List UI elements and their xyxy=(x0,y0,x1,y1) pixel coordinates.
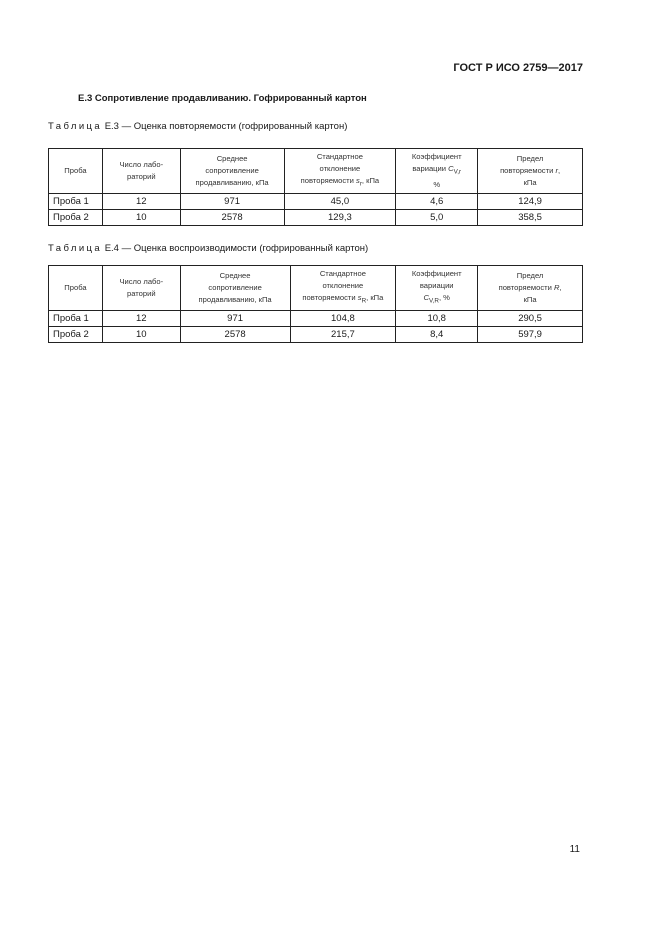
cell-limit: 124,9 xyxy=(478,194,583,210)
col-header-sample: Проба xyxy=(49,266,103,311)
table-e3 xyxy=(48,148,583,226)
cell-cv: 8,4 xyxy=(396,327,478,343)
col-header-sd: Стандартное отклонение повторяемости $s_r$, кПа xyxy=(284,149,396,194)
table-row xyxy=(49,311,583,327)
table-row xyxy=(49,194,583,210)
table-word: Таблица xyxy=(48,243,103,254)
table-row xyxy=(49,327,583,343)
table-word: Таблица xyxy=(48,121,103,132)
cell-mean: 2578 xyxy=(180,327,290,343)
section-heading: Е.3 Сопротивление продавливанию. Гофрированный картон xyxy=(78,93,367,104)
cell-limit: 290,5 xyxy=(478,311,583,327)
col-header-labs: Число лабо- раторий xyxy=(102,149,180,194)
caption-text: Е.4 — Оценка воспроизводимости (гофрированный картон) xyxy=(102,243,369,254)
cell-sample: Проба 2 xyxy=(49,210,103,226)
cell-cv: 5,0 xyxy=(396,210,478,226)
col-header-limit: Предел повторяемости r, кПа xyxy=(478,149,583,194)
col-header-sample: Проба xyxy=(49,149,103,194)
cell-cv: 10,8 xyxy=(396,311,478,327)
cell-sd: 215,7 xyxy=(290,327,396,343)
col-header-limit: Предел повторяемости R, кПа xyxy=(478,266,583,311)
cell-labs: 10 xyxy=(102,327,180,343)
cell-limit: 358,5 xyxy=(478,210,583,226)
table-header-row xyxy=(49,149,583,194)
cell-labs: 12 xyxy=(102,311,180,327)
cell-sample: Проба 1 xyxy=(49,194,103,210)
caption-text: Е.3 — Оценка повторяемости (гофрированный картон) xyxy=(102,121,348,132)
col-header-sd: Стандартное отклонение повторяемости $s_R$, кПа xyxy=(290,266,396,311)
col-header-cv: Коэффициент вариации $C_{V,R}$, % xyxy=(396,266,478,311)
table-header-row xyxy=(49,266,583,311)
cell-sample: Проба 2 xyxy=(49,327,103,343)
col-header-mean: Среднее сопротивление продавливанию, кПа xyxy=(180,149,284,194)
document-code: ГОСТ Р ИСО 2759—2017 xyxy=(453,62,583,74)
col-header-cv: Коэффициент вариации $C_{V,r}$ % xyxy=(396,149,478,194)
col-header-labs: Число лабо- раторий xyxy=(102,266,180,311)
cell-limit: 597,9 xyxy=(478,327,583,343)
cell-mean: 971 xyxy=(180,194,284,210)
col-header-mean: Среднее сопротивление продавливанию, кПа xyxy=(180,266,290,311)
cell-labs: 12 xyxy=(102,194,180,210)
table-e4-caption xyxy=(48,243,368,254)
cell-labs: 10 xyxy=(102,210,180,226)
table-e3-caption xyxy=(48,121,347,132)
cell-mean: 971 xyxy=(180,311,290,327)
cell-sd: 104,8 xyxy=(290,311,396,327)
table-row xyxy=(49,210,583,226)
cell-sd: 129,3 xyxy=(284,210,396,226)
table-e4 xyxy=(48,265,583,343)
cell-mean: 2578 xyxy=(180,210,284,226)
page-number: 11 xyxy=(569,844,580,855)
cell-sample: Проба 1 xyxy=(49,311,103,327)
cell-cv: 4,6 xyxy=(396,194,478,210)
cell-sd: 45,0 xyxy=(284,194,396,210)
